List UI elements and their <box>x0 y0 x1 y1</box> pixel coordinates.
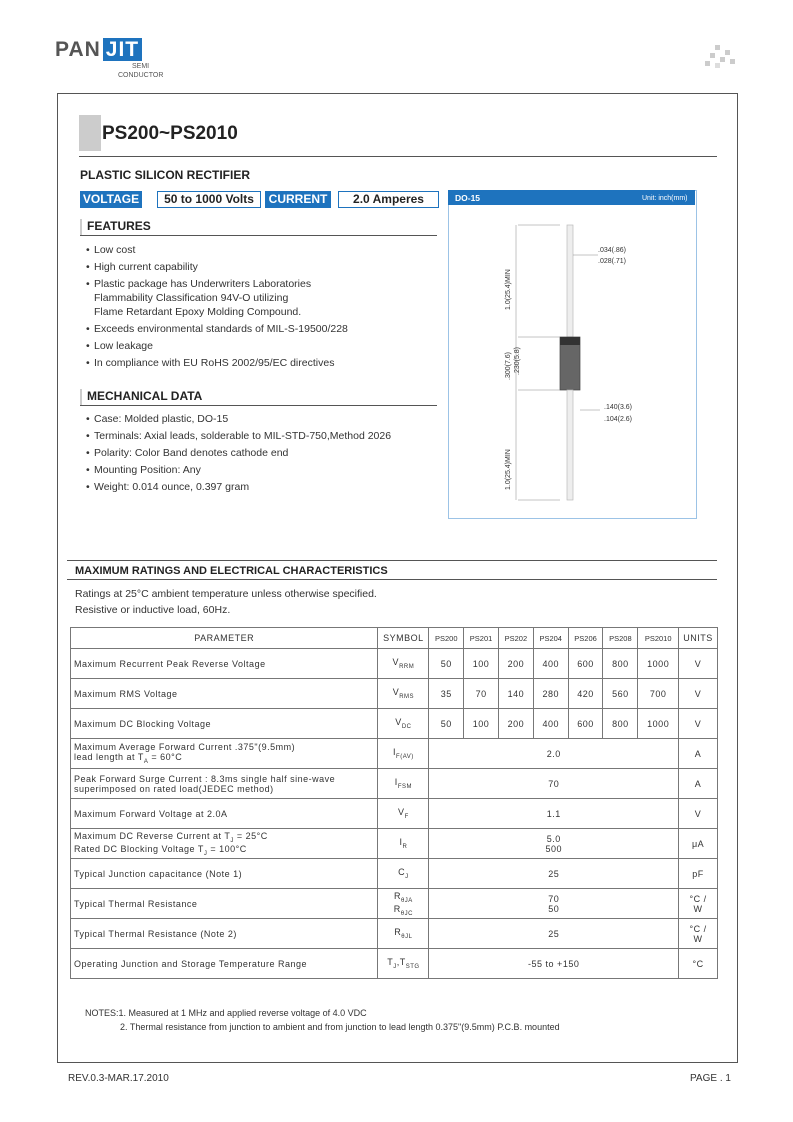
ratings-note-1: Ratings at 25°C ambient temperature unless otherwise specified. <box>75 588 377 600</box>
value-cell: 280 <box>533 679 568 709</box>
symbol-text: I <box>394 777 398 788</box>
symbol-sub: θJC <box>400 910 413 917</box>
logo-sub-semi: SEMI <box>132 63 150 70</box>
value-line: 2.0 <box>546 748 561 759</box>
symbol-text: V <box>395 717 402 728</box>
dim-lead-dia-max: .034(.86) <box>598 247 627 254</box>
current-value: 2.0 Amperes <box>338 191 439 208</box>
unit-line: V <box>694 688 702 699</box>
table-row <box>71 649 718 679</box>
col-header: SYMBOL <box>378 628 429 649</box>
unit-line: A <box>694 748 702 759</box>
value-cell: 400 <box>533 709 568 739</box>
symbol-line <box>380 957 426 970</box>
symbol-cell <box>378 829 429 859</box>
table-row <box>71 889 718 919</box>
param-tail: = 100°C <box>207 843 247 854</box>
divider <box>67 579 717 580</box>
feature-item: • In compliance with EU RoHS 2002/95/EC directives <box>86 356 436 370</box>
voltage-value: 50 to 1000 Volts <box>157 191 261 208</box>
panjit-logo <box>55 38 142 62</box>
value-line: 500 <box>545 843 562 854</box>
symbol-sub: RRM <box>399 663 415 670</box>
symbol-sub: θJA <box>400 897 413 904</box>
value-cell: 100 <box>464 709 499 739</box>
feature-line: Flame Retardant Epoxy Molding Compound. <box>94 306 302 318</box>
symbol-text: I <box>399 837 403 848</box>
table-row <box>71 919 718 949</box>
revision-label: REV.0.3-MAR.17.2010 <box>68 1073 169 1084</box>
symbol-line <box>380 891 426 904</box>
title-accent <box>79 115 101 151</box>
unit-cell <box>679 799 718 829</box>
unit-cell <box>679 709 718 739</box>
value-line: 1.1 <box>546 808 561 819</box>
table-row <box>71 949 718 979</box>
value-cell: 200 <box>498 709 533 739</box>
param-line <box>74 742 375 752</box>
feature-line: Plastic package has Underwriters Laboratories <box>94 278 312 290</box>
symbol-cell <box>378 949 429 979</box>
symbol-line <box>380 867 426 880</box>
feature-line: Flammability Classification 94V-O utilizing <box>94 292 289 304</box>
value-cell: 600 <box>568 709 603 739</box>
col-header: PS206 <box>568 628 603 649</box>
param-text: Typical Thermal Resistance <box>74 898 198 909</box>
unit-line: W <box>693 903 703 914</box>
param-text: Maximum DC Reverse Current at T <box>74 830 231 841</box>
param-cell <box>71 709 378 739</box>
decorative-dots-icon <box>700 45 740 70</box>
param-line <box>74 659 375 669</box>
param-text: lead length at T <box>74 752 144 763</box>
dim-lead-dia-min: .028(.71) <box>598 258 627 265</box>
product-subtitle: PLASTIC SILICON RECTIFIER <box>80 168 251 182</box>
value-cell-merged <box>429 889 679 919</box>
param-sub: J <box>230 837 234 844</box>
unit-cell <box>679 889 718 919</box>
unit-cell <box>679 919 718 949</box>
value-line: 5.0 <box>546 833 561 844</box>
value-cell: 1000 <box>638 709 679 739</box>
param-line <box>74 719 375 729</box>
symbol-text: R <box>393 890 401 901</box>
param-cell <box>71 919 378 949</box>
value-cell: 800 <box>603 709 638 739</box>
param-text: Maximum Recurrent Peak Reverse Voltage <box>74 658 266 669</box>
param-line <box>74 689 375 699</box>
unit-line: V <box>694 718 702 729</box>
symbol-text: I <box>393 747 397 758</box>
dim-body-len-max: .300(7.6) <box>505 351 512 380</box>
value-line: 70 <box>548 893 560 904</box>
note-2: 2. Thermal resistance from junction to ambient and from junction to lead length 0.375"(9.5mm) P.C.B. mounted <box>120 1022 560 1032</box>
param-text: Maximum DC Blocking Voltage <box>74 718 212 729</box>
table-row <box>71 739 718 769</box>
value-cell: 50 <box>429 649 464 679</box>
divider <box>79 156 717 157</box>
unit-label: Unit: inch(mm) <box>642 195 688 202</box>
param-line <box>74 809 375 819</box>
table-row <box>71 709 718 739</box>
value-line: 50 <box>548 903 560 914</box>
param-text: Typical Thermal Resistance (Note 2) <box>74 928 237 939</box>
col-header: PS2010 <box>638 628 679 649</box>
col-header: PS202 <box>498 628 533 649</box>
symbol-cell <box>378 739 429 769</box>
mechanical-list <box>86 412 436 497</box>
param-cell <box>71 649 378 679</box>
table-row <box>71 679 718 709</box>
param-text: Rated DC Blocking Voltage T <box>74 843 204 854</box>
symbol-sub: J <box>405 873 409 880</box>
value-cell: 200 <box>498 649 533 679</box>
logo-text-left: PAN <box>55 38 101 61</box>
col-header: PS208 <box>603 628 638 649</box>
symbol-text: T <box>387 957 394 968</box>
value-cell: 420 <box>568 679 603 709</box>
param-line <box>74 752 375 765</box>
feature-item: • High current capability <box>86 260 436 274</box>
symbol-cell <box>378 709 429 739</box>
mechanical-item: • Polarity: Color Band denotes cathode end <box>86 446 436 460</box>
param-text: Maximum Average Forward Current .375"(9.5mm) <box>74 742 296 753</box>
unit-line: °C / <box>689 923 707 934</box>
table-header-row <box>71 628 718 649</box>
symbol-line <box>380 777 426 790</box>
unit-line: °C <box>692 958 704 969</box>
unit-line: A <box>694 778 702 789</box>
current-label: CURRENT <box>265 191 331 208</box>
param-line <box>74 899 375 909</box>
logo-subtitle <box>118 62 164 80</box>
col-header: PS201 <box>464 628 499 649</box>
symbol-text: R <box>394 927 402 938</box>
symbol-sub: R <box>402 843 408 850</box>
value-cell-merged <box>429 799 679 829</box>
param-cell <box>71 889 378 919</box>
unit-line: V <box>694 808 702 819</box>
symbol-line <box>380 904 426 917</box>
ratings-heading: MAXIMUM RATINGS AND ELECTRICAL CHARACTERISTICS <box>75 565 388 577</box>
value-cell: 700 <box>638 679 679 709</box>
symbol-sub: θJL <box>401 933 413 940</box>
symbol-text: V <box>392 657 400 668</box>
table-row <box>71 769 718 799</box>
do15-package-drawing <box>448 205 695 517</box>
value-cell-merged <box>429 769 679 799</box>
unit-cell <box>679 829 718 859</box>
mechanical-item: • Case: Molded plastic, DO-15 <box>86 412 436 426</box>
col-header: PARAMETER <box>71 628 378 649</box>
symbol-cell <box>378 649 429 679</box>
value-cell-merged <box>429 829 679 859</box>
value-cell: 50 <box>429 709 464 739</box>
param-line <box>74 959 375 969</box>
note-1: NOTES:1. Measured at 1 MHz and applied reverse voltage of 4.0 VDC <box>85 1008 367 1018</box>
param-text: Operating Junction and Storage Temperature Range <box>74 958 307 969</box>
symbol-sub: F(AV) <box>396 753 414 760</box>
table-row <box>71 799 718 829</box>
param-text: Peak Forward Surge Current : 8.3ms single half sine-wave <box>74 773 336 784</box>
value-cell: 70 <box>464 679 499 709</box>
symbol-line <box>380 927 426 940</box>
unit-cell <box>679 859 718 889</box>
feature-item <box>86 277 436 319</box>
unit-line: μA <box>691 838 705 849</box>
voltage-label: VOLTAGE <box>80 191 142 208</box>
symbol-text: R <box>393 903 401 914</box>
value-cell: 600 <box>568 649 603 679</box>
feature-item: • Low leakage <box>86 339 436 353</box>
value-cell-merged <box>429 949 679 979</box>
dim-body-dia-max: .140(3.6) <box>604 404 633 411</box>
param-tail: = 25°C <box>233 830 268 841</box>
col-header: PS200 <box>429 628 464 649</box>
features-heading: FEATURES <box>80 219 437 236</box>
param-sub: J <box>203 850 208 857</box>
symbol-line <box>380 657 426 670</box>
table-row <box>71 859 718 889</box>
unit-cell <box>679 739 718 769</box>
symbol-tail: ,T <box>396 957 406 968</box>
value-line: -55 to +150 <box>528 958 580 969</box>
symbol-cell <box>378 799 429 829</box>
param-cell <box>71 799 378 829</box>
param-line <box>74 784 375 794</box>
value-cell-merged <box>429 859 679 889</box>
symbol-sub: FSM <box>397 783 412 790</box>
value-cell: 1000 <box>638 649 679 679</box>
value-line: 25 <box>548 868 560 879</box>
param-cell <box>71 769 378 799</box>
ratings-table <box>70 627 718 979</box>
param-cell <box>71 739 378 769</box>
value-cell: 400 <box>533 649 568 679</box>
feature-item: • Exceeds environmental standards of MIL-S-19500/228 <box>86 322 436 336</box>
logo-sub-conductor: CONDUCTOR <box>118 72 164 79</box>
col-header: UNITS <box>679 628 718 649</box>
param-line <box>74 844 375 857</box>
param-text: Maximum RMS Voltage <box>74 688 178 699</box>
dim-lead-len-top: 1.0(25.4)MIN <box>505 269 512 310</box>
symbol-sub: J <box>393 963 397 970</box>
symbol-line <box>380 687 426 700</box>
symbol-sub: F <box>404 813 409 820</box>
value-cell-merged <box>429 919 679 949</box>
param-text: superimposed on rated load(JEDEC method) <box>74 783 274 794</box>
value-cell: 140 <box>498 679 533 709</box>
page-number: PAGE . 1 <box>690 1073 731 1084</box>
unit-cell <box>679 679 718 709</box>
symbol-text: V <box>392 687 400 698</box>
symbol-sub: RMS <box>399 693 415 700</box>
logo-text-right: JIT <box>103 38 142 61</box>
symbol-cell <box>378 679 429 709</box>
value-line: 70 <box>548 778 560 789</box>
unit-line: pF <box>692 868 704 879</box>
symbol-cell <box>378 889 429 919</box>
unit-line: °C / <box>689 893 707 904</box>
feature-item: • Low cost <box>86 243 436 257</box>
mechanical-item: • Terminals: Axial leads, solderable to MIL-STD-750,Method 2026 <box>86 429 436 443</box>
param-cell <box>71 829 378 859</box>
unit-cell <box>679 769 718 799</box>
unit-cell <box>679 649 718 679</box>
mechanical-item: • Mounting Position: Any <box>86 463 436 477</box>
divider <box>67 560 717 561</box>
param-line <box>74 929 375 939</box>
unit-cell <box>679 949 718 979</box>
value-cell: 560 <box>603 679 638 709</box>
param-text: Maximum Forward Voltage at 2.0A <box>74 808 228 819</box>
col-header: PS204 <box>533 628 568 649</box>
package-name: DO-15 <box>455 193 481 203</box>
symbol-sub: STG <box>405 963 420 970</box>
symbol-line <box>380 837 426 850</box>
symbol-text: V <box>398 807 405 818</box>
value-cell: 800 <box>603 649 638 679</box>
param-cell <box>71 679 378 709</box>
page-title: PS200~PS2010 <box>102 123 238 144</box>
table-row <box>71 829 718 859</box>
value-cell: 100 <box>464 649 499 679</box>
dim-lead-len-bottom: 1.0(25.4)MIN <box>505 449 512 490</box>
symbol-text: C <box>398 867 406 878</box>
ratings-note-2: Resistive or inductive load, 60Hz. <box>75 604 231 616</box>
features-list <box>86 243 436 373</box>
param-cell <box>71 859 378 889</box>
param-tail: = 60°C <box>148 752 183 763</box>
value-line: 25 <box>548 928 560 939</box>
param-text: Typical Junction capacitance (Note 1) <box>74 868 243 879</box>
symbol-line <box>380 747 426 760</box>
symbol-sub: DC <box>401 723 412 730</box>
mechanical-heading: MECHANICAL DATA <box>80 389 437 406</box>
mechanical-item: • Weight: 0.014 ounce, 0.397 gram <box>86 480 436 494</box>
dim-body-dia-min: .104(2.6) <box>604 416 633 423</box>
param-cell <box>71 949 378 979</box>
param-sub: A <box>143 758 149 765</box>
dim-body-len-min: .230(5.8) <box>514 346 521 375</box>
value-cell-merged <box>429 739 679 769</box>
symbol-cell <box>378 769 429 799</box>
symbol-line <box>380 807 426 820</box>
value-cell: 35 <box>429 679 464 709</box>
unit-line: W <box>693 933 703 944</box>
unit-line: V <box>694 658 702 669</box>
symbol-line <box>380 717 426 730</box>
symbol-cell <box>378 859 429 889</box>
param-line <box>74 831 375 844</box>
param-line <box>74 774 375 784</box>
symbol-cell <box>378 919 429 949</box>
param-line <box>74 869 375 879</box>
